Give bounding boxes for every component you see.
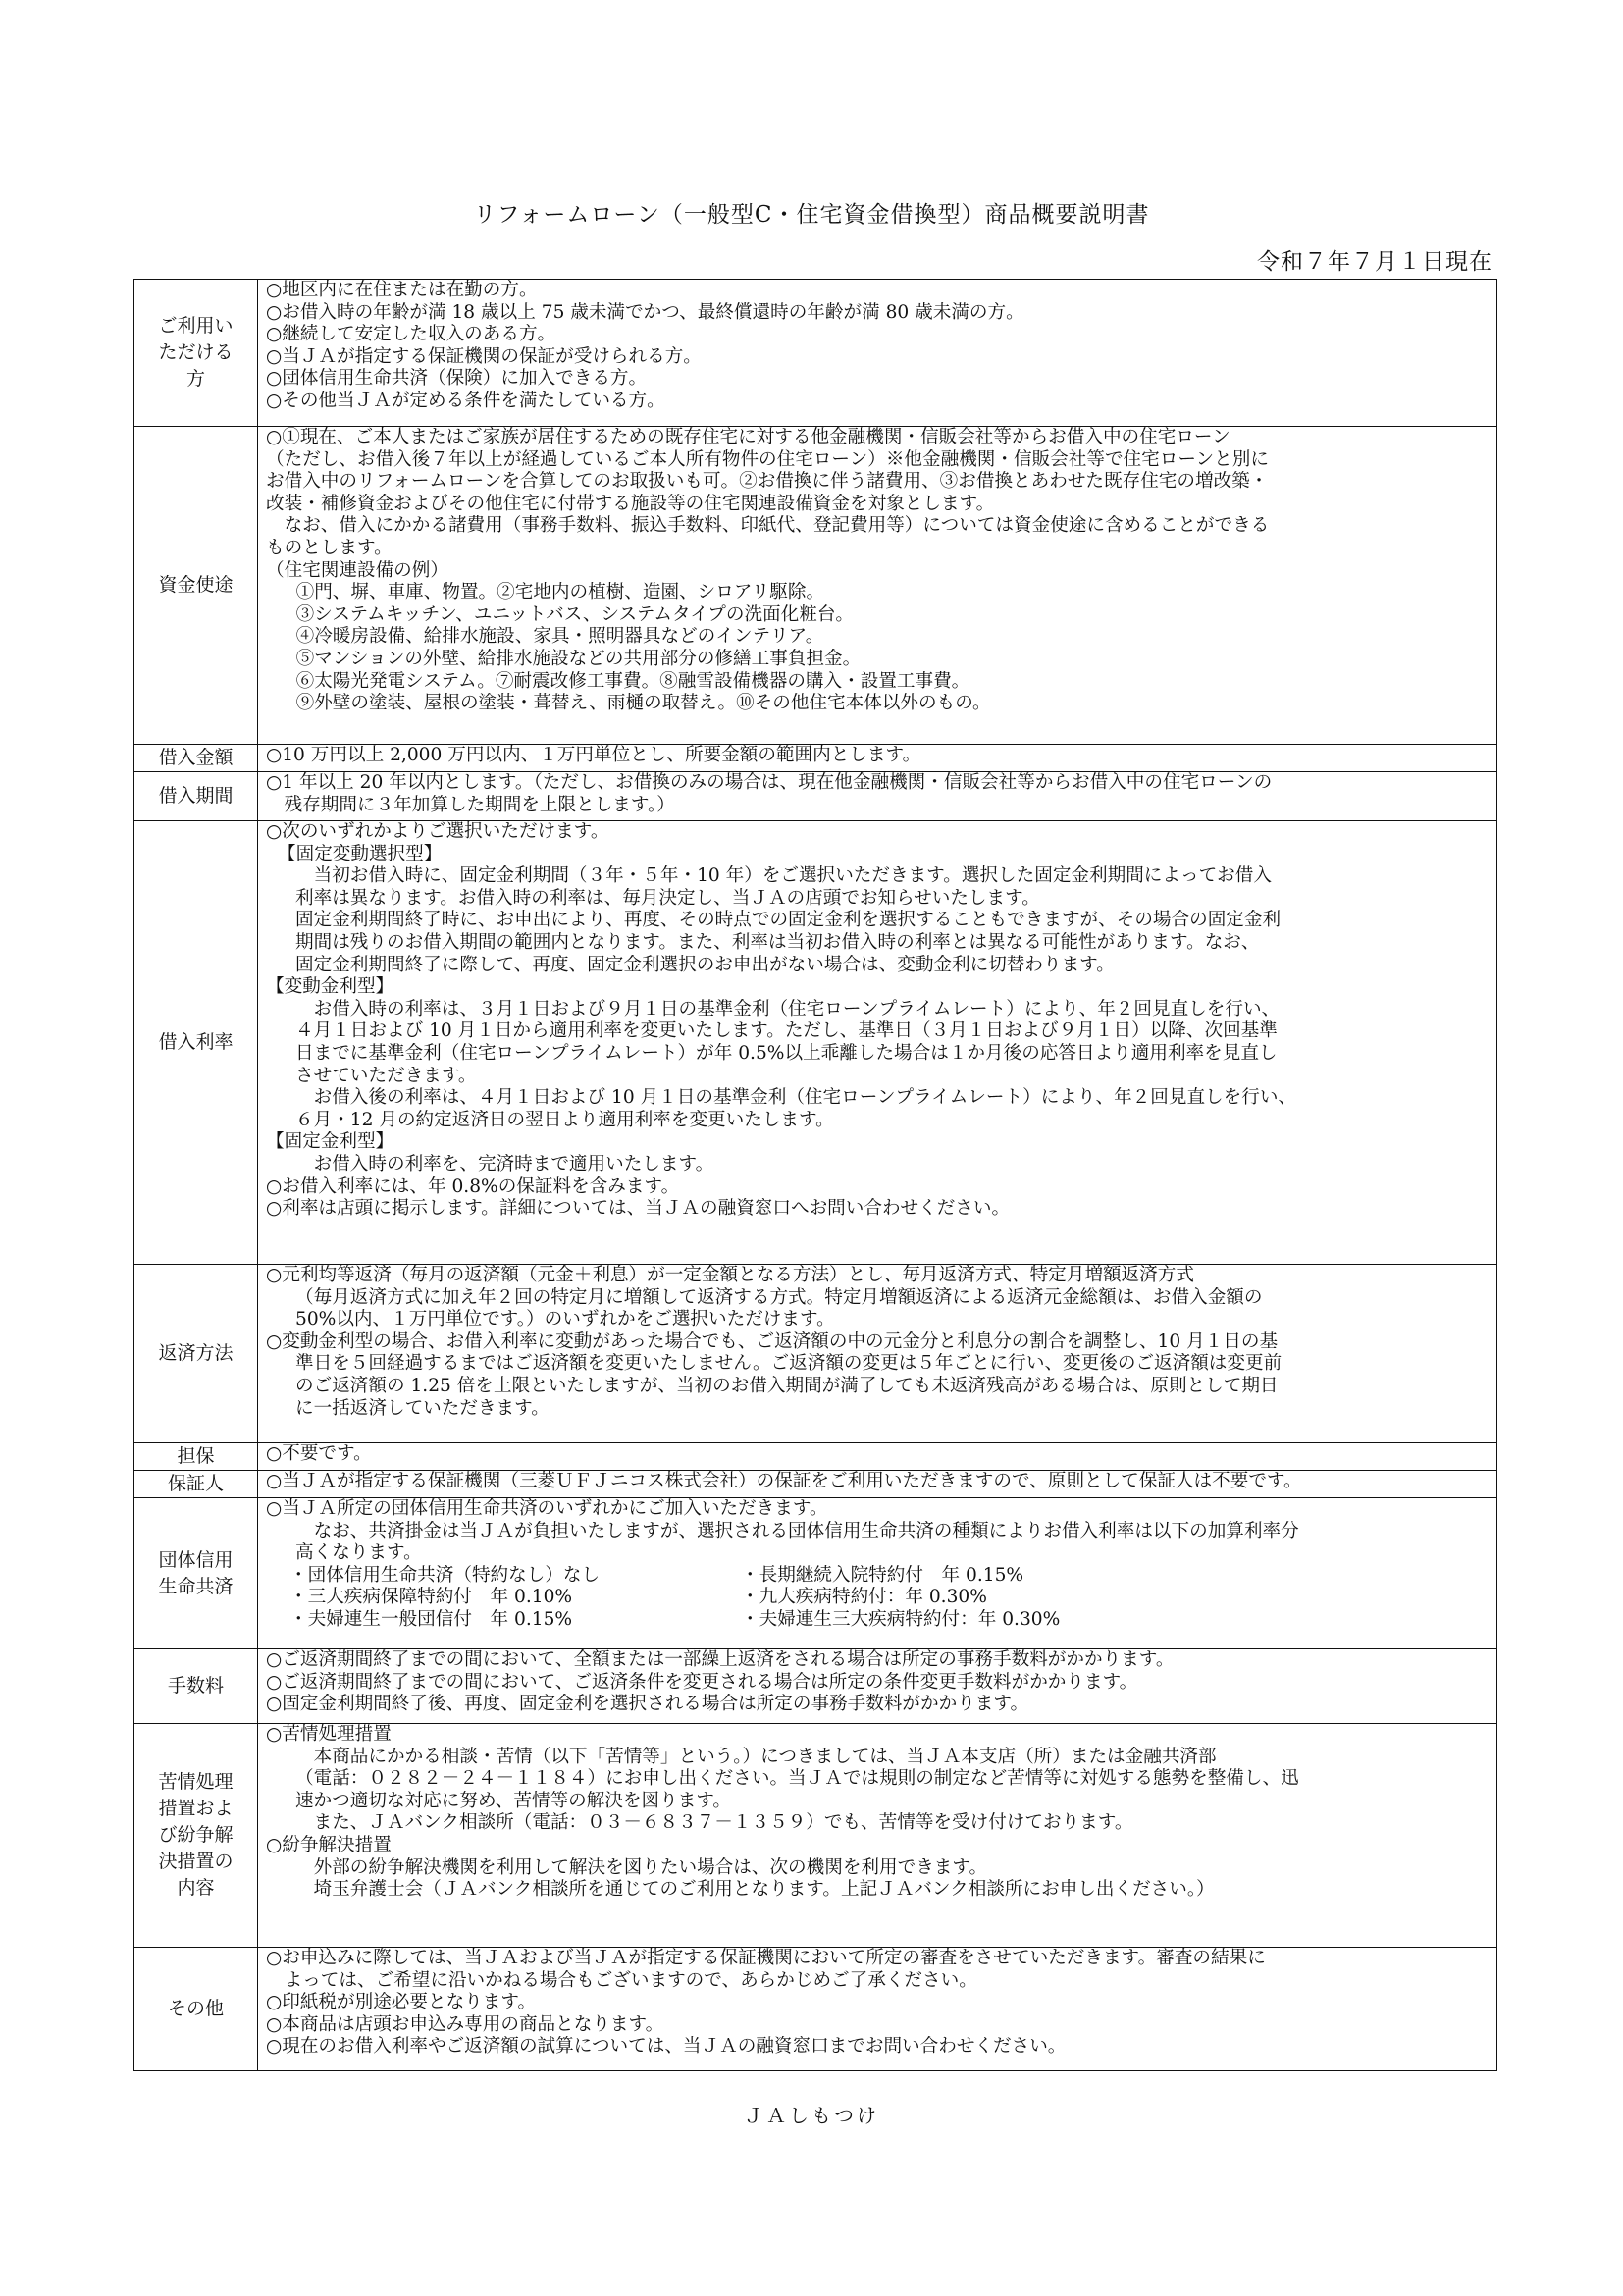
text-line: （毎月返済方式に加え年２回の特定月に増額して返済する方式。特定月増額返済による返済元金総額は、お借入金額の [295,1286,1263,1308]
text-line: ○本商品は店頭お申込み専用の商品となります。 [266,2013,664,2035]
text-line: ○元利均等返済（毎月の返済額（元金＋利息）が一定金額となる方法）とし、毎月返済方式、特定月増額返済方式 [266,1265,1194,1285]
row-collateral [134,1443,1497,1471]
text-line: ○お借入利率には、年 0.8%の保証料を含みます。 [266,1175,680,1197]
text-line: ○団体信用生命共済（保険）に加入できる方。 [266,368,648,390]
row-content [258,821,1497,1265]
text-line: 利率は異なります。お借入時の利率は、毎月決定し、当ＪＡの店頭でお知らせいたします。 [295,887,1040,909]
text-line: また、ＪＡバンク相談所（電話：０３－６８３７－１３５９）でも、苦情等を受け付けております。 [295,1812,1133,1834]
text-line: 50%以内、１万円単位です。）のいずれかをご選択いただけます。 [295,1309,835,1331]
text-line: ④冷暖房設備、給排水施設、家具・照明器具などのインテリア。 [278,626,824,648]
row-label: 苦情処理措置および紛争解決措置の内容 [134,1724,258,1948]
text-line: ○当ＪＡが指定する保証機関の保証が受けられる方。 [266,345,702,367]
row-loan-period [134,772,1497,821]
text-line: ○固定金利期間終了後、再度、固定金利を選択される場合は所定の事務手数料がかかります。 [266,1694,1029,1715]
option-row [266,1609,1492,1632]
row-label: 担保 [134,1443,258,1471]
text-line: 当初お借入時に、固定金利期間（３年・５年・10 年）をご選択いただきます。選択した固定金利期間によってお借入 [295,865,1272,887]
document-title: リフォームローン（一般型C・住宅資金借換型）商品概要説明書 [473,202,1150,228]
option-row [266,1565,1492,1588]
text-line: お借入時の利率を、完済時まで適用いたします。 [295,1153,714,1174]
row-label: 借入期間 [134,772,258,821]
row-interest-rate [134,821,1497,1265]
text-line: ○苦情処理措置 [266,1724,392,1745]
row-group-credit-life [134,1498,1497,1649]
text-line: 【変動金利型】 [266,976,394,998]
row-fees [134,1649,1497,1724]
text-line: ○10 万円以上 2,000 万円以内、１万円単位とし、所要金額の範囲内とします。 [266,745,921,765]
row-content [258,745,1497,772]
text-line: 固定金利期間終了時に、お申出により、再度、その時点での固定金利を選択することもできますが、その場合の固定金利 [295,910,1282,931]
row-content [258,1498,1497,1649]
text-line: 高くなります。 [295,1542,422,1564]
row-label: その他 [134,1948,258,2071]
text-line: ものとします。 [266,537,393,558]
row-content [258,1265,1497,1443]
text-line: ６月・12 月の約定返済日の翌日より適用利率を変更いたします。 [295,1109,834,1130]
row-content [258,772,1497,821]
text-line: ○①現在、ご本人またはご家族が居住するための既存住宅に対する他金融機関・信販会社等からお借入中の住宅ローン [266,427,1230,447]
text-line: ○紛争解決措置 [266,1834,392,1855]
option-right: ・長期継続入院特約付 年 0.15% [741,1564,1024,1586]
row-other [134,1948,1497,2071]
text-line: お借入時の利率は、３月１日および９月１日の基準金利（住宅ローンプライムレート）により、年２回見直しを行い、 [295,998,1281,1019]
document-date: 令和７年７月１日現在 [1257,249,1492,275]
text-line: よっては、ご希望に沿いかねる場合もございますので、あらかじめご了承ください。 [266,1969,977,1991]
text-line: ○当ＪＡが指定する保証機関（三菱ＵＦＪニコス株式会社）の保証をご利用いただきますので、原則として保証人は不要です。 [266,1471,1302,1491]
text-line: 固定金利期間終了に際して、再度、固定金利選択のお申出がない場合は、変動金利に切替わります。 [295,954,1115,975]
option-row [266,1587,1492,1609]
text-line: ①門、塀、車庫、物置。②宅地内の植樹、造園、シロアリ駆除。 [278,582,825,603]
row-content [258,427,1497,745]
text-line: ○当ＪＡ所定の団体信用生命共済のいずれかにご加入いただきます。 [266,1498,828,1519]
option-left: ・団体信用生命共済（特約なし）なし [289,1564,601,1586]
text-line: ○ご返済期間終了までの間において、全額または一部繰上返済をされる場合は所定の事務手数料がかかります。 [266,1649,1175,1670]
issuer-name: ＪＡしもつけ [744,2104,879,2127]
text-line: ③システムキッチン、ユニットバス、システムタイプの洗面化粧台。 [278,603,855,625]
option-left: ・三大疾病保障特約付 年 0.10% [289,1587,573,1608]
row-repayment-method [134,1265,1497,1443]
row-label: 団体信用生命共済 [134,1498,258,1649]
row-content [258,1649,1497,1724]
text-line: 本商品にかかる相談・苦情（以下「苦情等」という。）につきましては、当ＪＡ本支店（所）または金融共済部 [295,1746,1217,1767]
text-line: ○不要です。 [266,1443,372,1464]
row-label: 保証人 [134,1471,258,1498]
row-content [258,1724,1497,1948]
text-line: （ただし、お借入後７年以上が経過しているご本人所有物件の住宅ローン）※他金融機関・信販会社等で住宅ローンと別に [266,448,1269,470]
text-line: 速かつ適切な対応に努め、苦情等の解決を図ります。 [295,1790,732,1811]
text-line: 日までに基準金利（住宅ローンプライムレート）が年 0.5%以上乖離した場合は１か月後の応答日より適用利率を見直し [295,1042,1278,1064]
text-line: させていただきます。 [295,1065,477,1086]
text-line: ○地区内に在住または在勤の方。 [266,280,538,300]
text-line: のご返済額の 1.25 倍を上限といたしますが、当初のお借入期間が満了しても未返済残高がある場合は、原則として期日 [295,1375,1279,1396]
text-line: 残存期間に３年加算した期間を上限とします。） [266,794,675,815]
row-label: 借入利率 [134,821,258,1265]
text-line: ４月１日および 10 月１日から適用利率を変更いたします。ただし、基準日（３月１日および９月１日）以降、次回基準 [295,1020,1278,1042]
row-content [258,1471,1497,1498]
text-line: ⑥太陽光発電システム。⑦耐震改修工事費。⑧融雪設備機器の購入・設置工事費。 [278,670,970,692]
text-line: 外部の紛争解決機関を利用して解決を図りたい場合は、次の機関を利用できます。 [295,1856,988,1878]
row-label: 手数料 [134,1649,258,1724]
row-guarantor [134,1471,1497,1498]
row-eligibility [134,280,1497,427]
row-complaint-handling [134,1724,1497,1948]
text-line: （電話：０２８２－２４－１１８４）にお申し出ください。当ＪＡでは規則の制定など苦情等に対処する態勢を整備し、迅 [295,1768,1299,1790]
text-line: に一括返済していただきます。 [295,1397,550,1419]
option-right: ・夫婦連生三大疾病特約付：年 0.30% [741,1608,1061,1630]
text-line: お借入中のリフォームローンを合算してのお取扱いも可。②お借換に伴う諸費用、③お借換とあわせた既存住宅の増改築・ [266,471,1269,493]
text-line: 改装・補修資金およびその他住宅に付帯する施設等の住宅関連設備資金を対象とします。 [266,493,995,514]
option-left: ・夫婦連生一般団信付 年 0.15% [289,1608,573,1630]
text-line: ⑨外壁の塗装、屋根の塗装・葺替え、雨樋の取替え。⑩その他住宅本体以外のもの。 [278,693,991,714]
text-line: ⑤マンションの外壁、給排水施設などの共用部分の修繕工事負担金。 [278,648,862,669]
text-line: 埼玉弁護士会（ＪＡバンク相談所を通じてのご利用となります。上記ＪＡバンク相談所にお申し出ください。） [295,1879,1215,1901]
text-line: ○利率は店頭に掲示します。詳細については、当ＪＡの融資窓口へお問い合わせください。 [266,1198,1011,1220]
text-line: 【固定変動選択型】 [278,843,443,864]
text-line: ○ご返済期間終了までの間において、ご返済条件を変更される場合は所定の条件変更手数料がかかります。 [266,1671,1138,1693]
text-line: ○現在のお借入利率やご返済額の試算については、当ＪＡの融資窓口までお問い合わせください。 [266,2036,1067,2058]
text-line: ○次のいずれかよりご選択いただけます。 [266,821,609,842]
text-line: 【固定金利型】 [266,1131,394,1153]
text-line: お借入後の利率は、４月１日および 10 月１日の基準金利（住宅ローンプライムレート）により、年２回見直しを行い、 [295,1087,1297,1109]
text-line: ○変動金利型の場合、お借入利率に変動があった場合でも、ご返済額の中の元金分と利息分の割合を調整し、10 月１日の基 [266,1331,1279,1352]
text-line: ○その他当ＪＡが定める条件を満たしている方。 [266,390,665,411]
text-line: なお、共済掛金は当ＪＡが負担いたしますが、選択される団体信用生命共済の種類によりお借入利率は以下の加算利率分 [295,1520,1299,1541]
text-line: ○お借入時の年齢が満 18 歳以上 75 歳未満でかつ、最終償還時の年齢が満 80 歳未満の方。 [266,301,1024,323]
product-summary-table [133,279,1497,2071]
row-label: 資金使途 [134,427,258,745]
row-label: 返済方法 [134,1265,258,1443]
row-label: ご利用いただける方 [134,280,258,427]
text-line: なお、借入にかかる諸費用（事務手数料、振込手数料、印紙代、登記費用等）については資金使途に含めることができる [266,515,1270,537]
row-label: 借入金額 [134,745,258,772]
row-fund-use [134,427,1497,745]
text-line: ○1 年以上 20 年以内とします。（ただし、お借換のみの場合は、現在他金融機関・信販会社等からお借入中の住宅ローンの [266,772,1273,793]
row-content [258,280,1497,427]
option-right: ・九大疾病特約付：年 0.30% [741,1587,987,1608]
row-content [258,1948,1497,2071]
row-content [258,1443,1497,1471]
text-line: ○印紙税が別途必要となります。 [266,1992,537,2013]
text-line: （住宅関連設備の例） [266,559,448,581]
text-line: 準日を５回経過するまではご返済額を変更いたしません。ご返済額の変更は５年ごとに行い、変更後のご返済額は変更前 [295,1353,1283,1375]
row-loan-amount [134,745,1497,772]
text-line: ○お申込みに際しては、当ＪＡおよび当ＪＡが指定する保証機関において所定の審査をさせていただきます。審査の結果に [266,1948,1266,1968]
text-line: 期間は残りのお借入期間の範囲内となります。また、利率は当初お借入時の利率とは異なる可能性があります。なお、 [295,931,1260,953]
text-line: ○継続して安定した収入のある方。 [266,324,556,345]
